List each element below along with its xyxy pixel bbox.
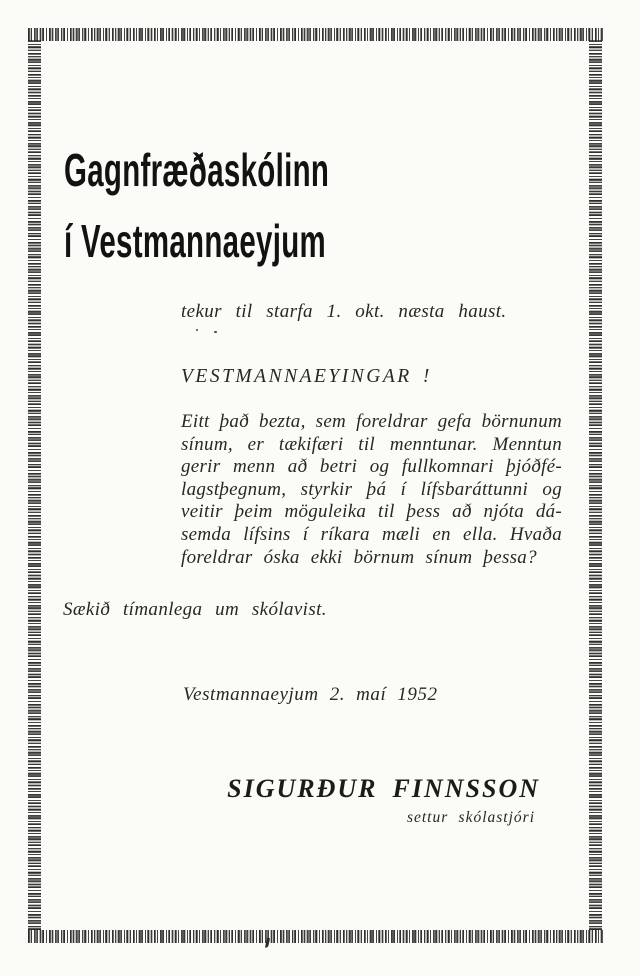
body-line: Eitt það bezta, sem foreldrar gefa börnunum — [181, 411, 562, 432]
scan-speck — [214, 331, 217, 333]
signature-title: settur skólastjóri — [406, 809, 535, 826]
closing-sentence: Sækið tímanlega um skólavist. — [63, 599, 327, 620]
body-line: foreldrar óska ekki börnum sínum þessa? — [181, 546, 537, 568]
border-left — [28, 40, 41, 930]
dateline: Vestmannaeyjum 2. maí 1952 — [183, 684, 438, 705]
body-line: lagstþegnum, styrkir þá í lífsbaráttunni og — [181, 478, 562, 500]
body-line: semda lífsins í ríkara mæli en ella. Hvaða — [181, 523, 562, 545]
headline-line-2: í Vestmannaeyjum — [64, 215, 327, 267]
border-bottom — [28, 930, 603, 943]
border-right — [589, 40, 602, 930]
body-line: sínum, er tækifæri til menntunar. Menntun — [181, 433, 562, 455]
scan-stray-mark — [265, 938, 270, 948]
lead-sentence: tekur til starfa 1. okt. næsta haust. — [181, 301, 507, 322]
body-line: veitir þeim möguleika til þess að njóta dá- — [181, 501, 562, 523]
headline-line-1: Gagnfræðaskólinn — [64, 144, 330, 196]
signature-name: SIGURÐUR FINNSSON — [227, 774, 540, 803]
border-top — [28, 28, 603, 41]
scan-speck — [196, 329, 198, 331]
salutation: VESTMANNAEYINGAR ! — [181, 366, 432, 387]
body-line: gerir menn að betri og fullkomnari þjóðfé- — [181, 456, 562, 478]
body-paragraph — [181, 411, 562, 569]
